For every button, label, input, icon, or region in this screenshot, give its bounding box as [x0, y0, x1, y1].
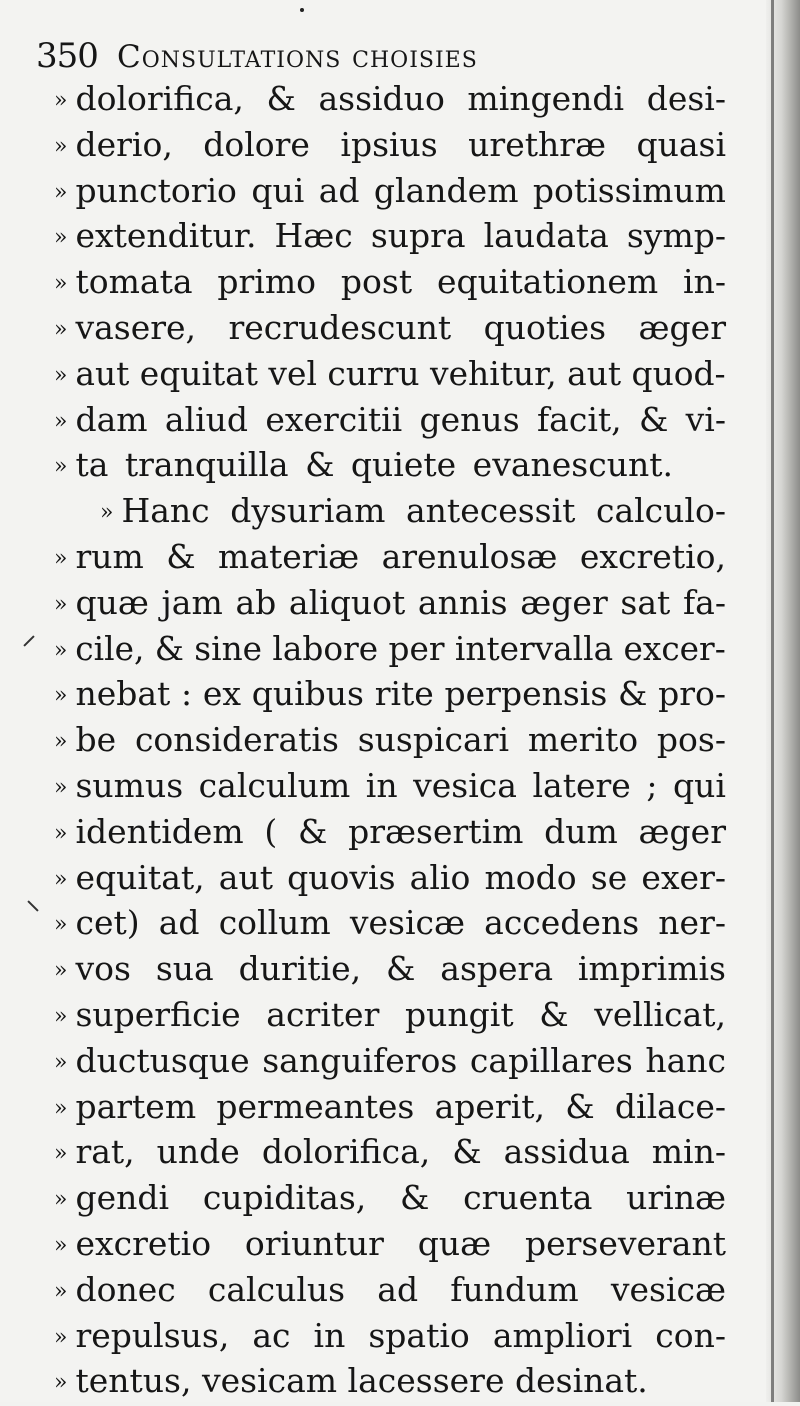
text-line [54, 122, 726, 168]
binding-edge [771, 0, 774, 1402]
text-line [54, 442, 726, 488]
quote-mark: » [54, 271, 68, 297]
text-line [54, 1175, 726, 1221]
quote-mark: » [54, 88, 68, 114]
quote-mark: » [54, 1278, 68, 1304]
body-text [54, 76, 726, 1404]
quote-mark: » [54, 591, 68, 617]
text-line [54, 305, 726, 351]
line-text: extenditur. Hæc supra laudata symp- [75, 216, 727, 256]
text-line [54, 213, 726, 259]
text-line [54, 1084, 726, 1130]
line-text: gendi cupiditas, & cruenta urinæ [75, 1178, 727, 1218]
line-text: Hanc dysuriam antecessit calculo- [121, 491, 726, 531]
line-text: identidem ( & præsertim dum æger [75, 811, 726, 851]
quote-mark: » [54, 775, 68, 801]
quote-mark: » [54, 729, 68, 755]
line-text: rat, unde dolorifica, & assidua min- [75, 1132, 727, 1172]
line-text: superficie acriter pungit & vellicat, [75, 994, 726, 1034]
quote-mark: » [54, 637, 68, 663]
text-line [54, 946, 726, 992]
line-text: punctorio qui ad glandem potissimum [75, 170, 726, 210]
text-line [54, 1129, 726, 1175]
text-line [54, 809, 726, 855]
running-title: Consultations choisies [117, 39, 478, 75]
quote-mark: » [54, 912, 68, 938]
line-text: repulsus, ac in spatio ampliori con- [75, 1315, 726, 1355]
line-text: dam aliud exercitii genus facit, & vi- [75, 399, 726, 439]
text-line [54, 1267, 726, 1313]
line-text: rum & materiæ arenulosæ excretio, [75, 536, 726, 576]
line-text: dolorifica, & assiduo mingendi desi- [75, 79, 727, 118]
line-text: ta tranquilla & quiete evanescunt. [75, 445, 673, 485]
line-text: tentus, vesicam lacessere desinat. [75, 1361, 648, 1401]
quote-mark: » [54, 1004, 68, 1030]
quote-mark: » [54, 1049, 68, 1075]
text-line [54, 259, 726, 305]
line-text: vos sua duritie, & aspera imprimis [75, 949, 726, 989]
line-text: derio, dolore ipsius urethræ quasi [75, 124, 727, 164]
line-text: nebat : ex quibus rite perpensis & pro- [75, 674, 727, 714]
text-line [54, 1313, 726, 1359]
text-line [54, 1358, 726, 1404]
quote-mark: » [54, 454, 68, 480]
text-line [54, 763, 726, 809]
quote-mark: » [54, 1141, 68, 1167]
quote-mark: » [100, 500, 114, 526]
page-number: 350 [36, 36, 98, 76]
text-line [54, 855, 726, 901]
quote-mark: » [54, 179, 68, 205]
text-line [54, 671, 726, 717]
line-text: excretio oriuntur quæ perseverant [75, 1223, 726, 1263]
line-text: vasere, recrudescunt quoties æger [75, 307, 726, 347]
text-line [54, 717, 726, 763]
text-line [54, 534, 726, 580]
text-line [54, 1221, 726, 1267]
quote-mark: » [54, 1187, 68, 1213]
text-line [54, 168, 726, 214]
line-text: aut equitat vel curru vehitur, aut quod- [75, 353, 726, 393]
ink-spot [300, 8, 304, 12]
text-line [54, 351, 726, 397]
quote-mark: » [54, 866, 68, 892]
text-line [54, 488, 726, 534]
text-line [54, 397, 726, 443]
line-text: ductusque sanguiferos capillares hanc [75, 1040, 727, 1080]
quote-mark: » [54, 225, 68, 251]
quote-mark: » [54, 683, 68, 709]
text-line [54, 900, 726, 946]
line-text: partem permeantes aperit, & dilace- [75, 1086, 726, 1126]
quote-mark: » [54, 546, 68, 572]
line-text: donec calculus ad fundum vesicæ [75, 1269, 726, 1309]
text-line [54, 580, 726, 626]
line-text: equitat, aut quovis alio modo se exer- [75, 857, 727, 897]
line-text: cet) ad collum vesicæ accedens ner- [75, 903, 726, 943]
line-text: sumus calculum in vesica latere ; qui [75, 765, 726, 805]
line-text: cile, & sine labore per intervalla excer- [75, 628, 726, 668]
quote-mark: » [54, 958, 68, 984]
quote-mark: » [54, 820, 68, 846]
quote-mark: » [54, 317, 68, 343]
quote-mark: » [54, 1370, 68, 1396]
text-line [54, 992, 726, 1038]
quote-mark: » [54, 362, 68, 388]
line-text: tomata primo post equitationem in- [75, 262, 727, 302]
margin-mark [27, 900, 38, 911]
quote-mark: » [54, 1324, 68, 1350]
line-text: be consideratis suspicari merito pos- [75, 720, 726, 760]
text-line [54, 1038, 726, 1084]
quote-mark: » [54, 1233, 68, 1259]
margin-mark [23, 635, 34, 646]
quote-mark: » [54, 408, 68, 434]
line-text: quæ jam ab aliquot annis æger sat fa- [75, 582, 727, 622]
text-line [54, 76, 726, 122]
quote-mark: » [54, 1095, 68, 1121]
text-line [54, 626, 726, 672]
quote-mark: » [54, 133, 68, 159]
